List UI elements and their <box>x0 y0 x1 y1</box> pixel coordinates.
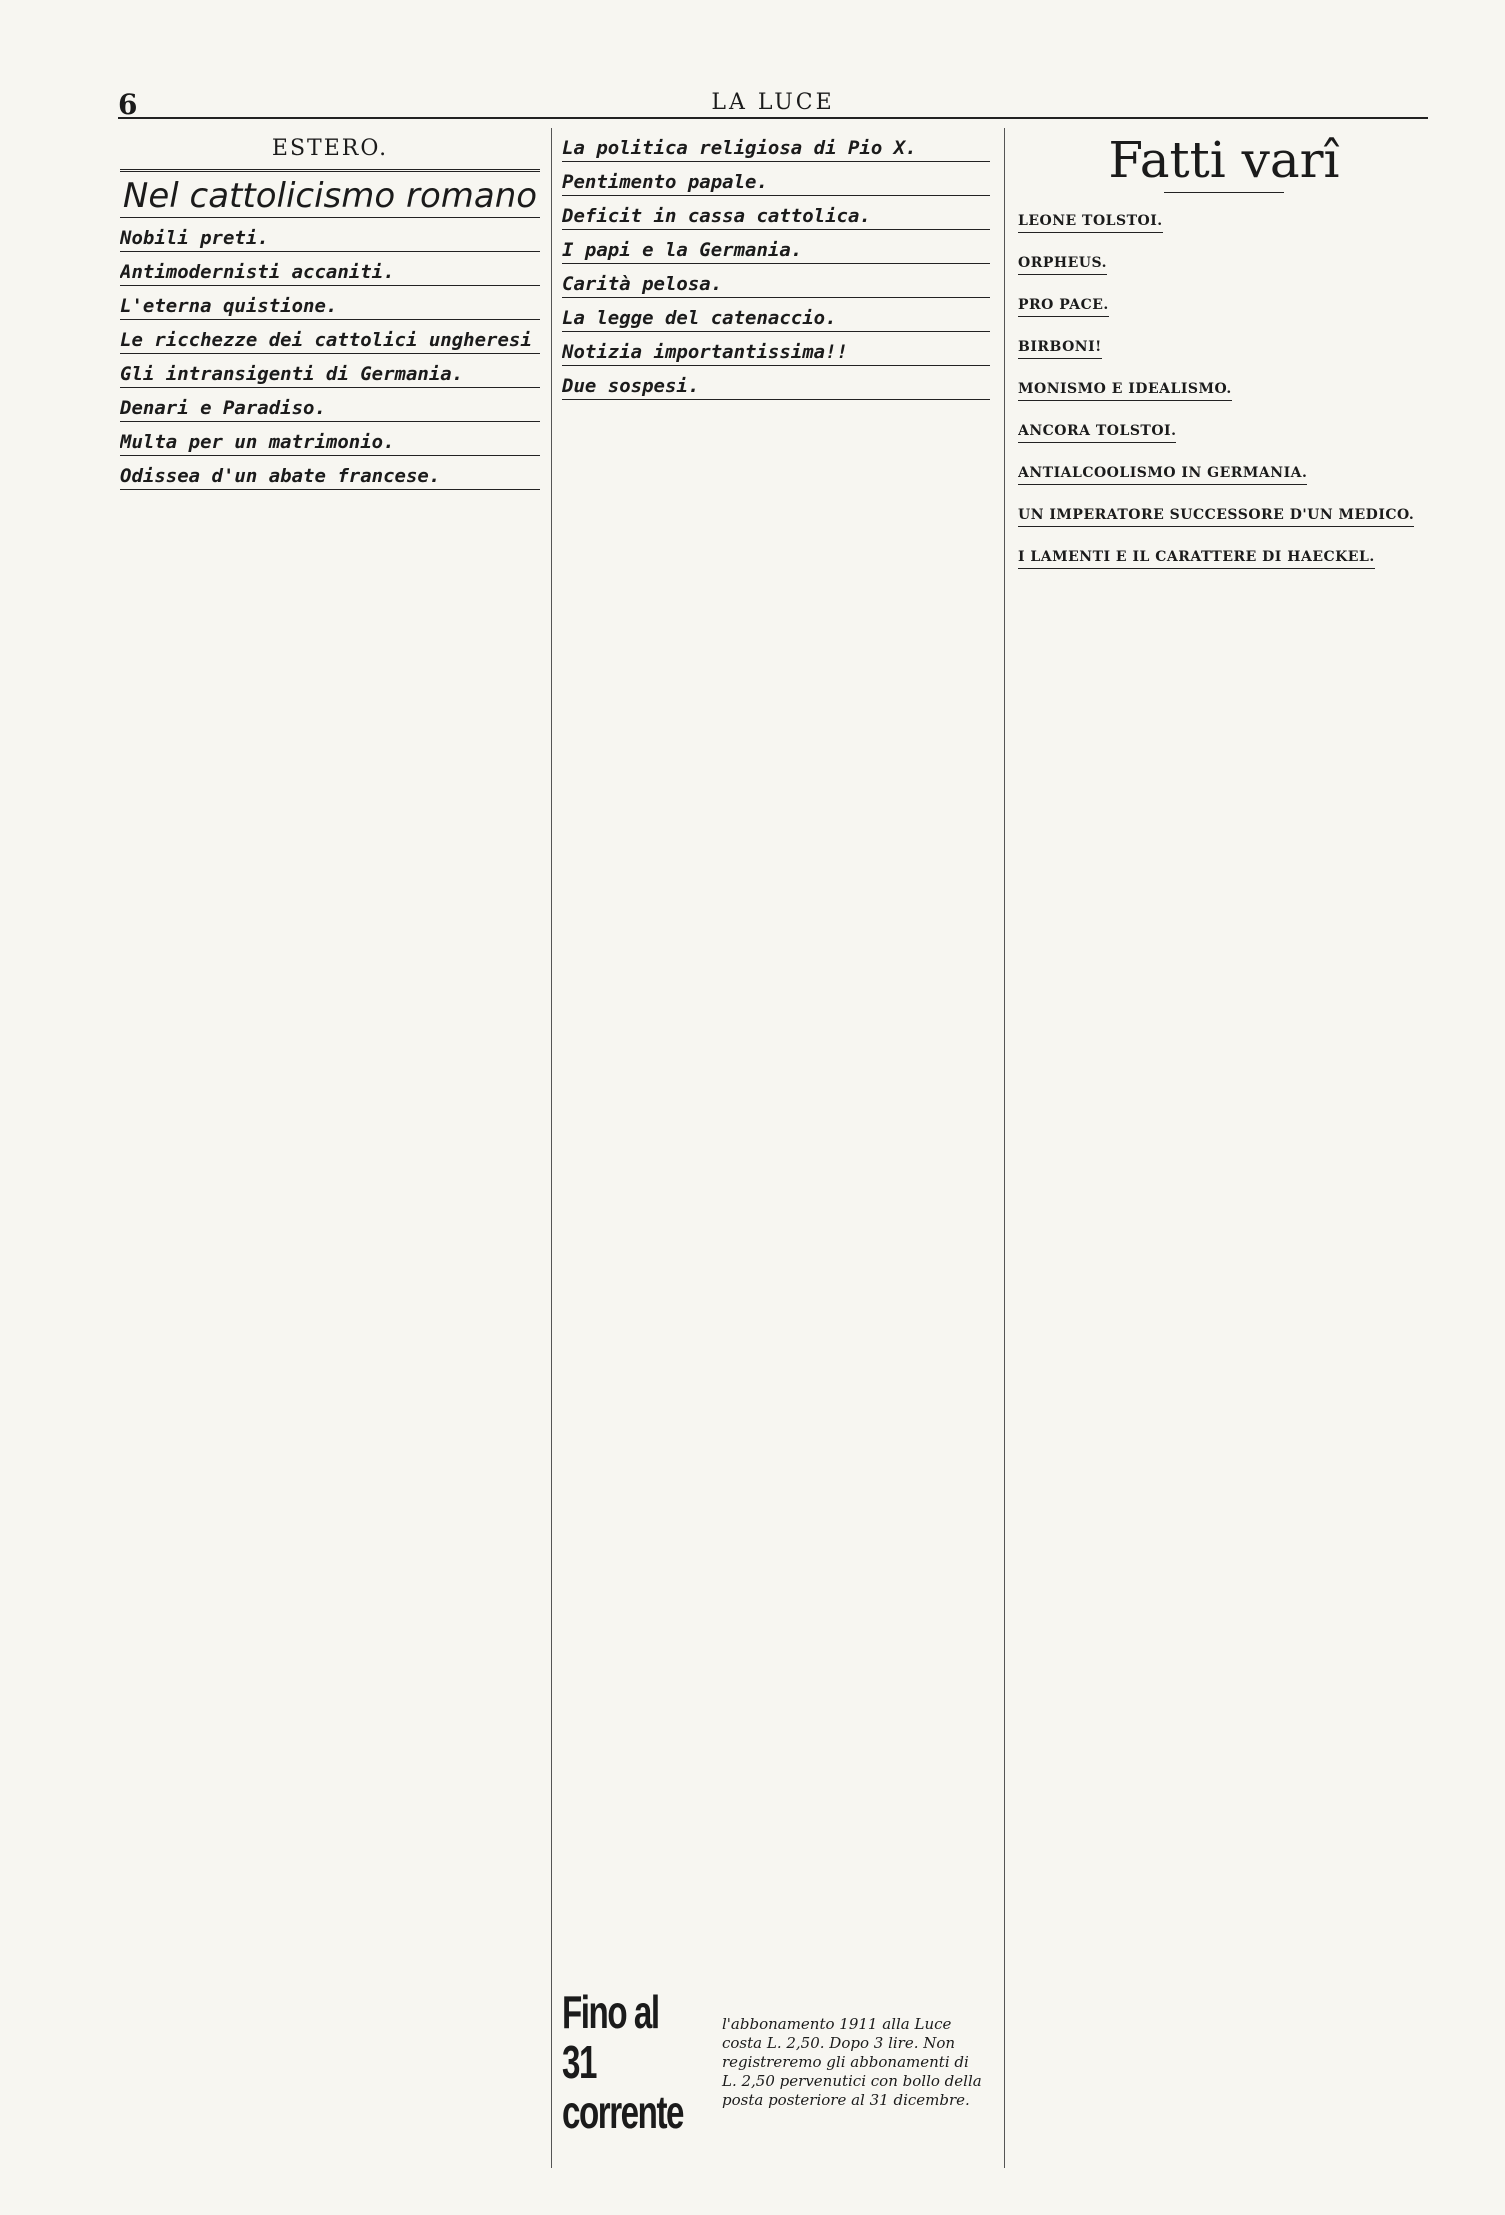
news-item <box>120 296 540 320</box>
estero-heading: ESTERO. <box>271 136 389 161</box>
news-item <box>120 262 540 286</box>
news-item <box>562 206 990 230</box>
news-item <box>1018 413 1430 447</box>
news-item <box>120 398 540 422</box>
item-title: Antimodernisti accaniti. <box>120 262 540 286</box>
news-item <box>562 274 990 298</box>
page-number: 6 <box>118 88 138 121</box>
news-item <box>1018 497 1430 531</box>
section-heading: Nel cattolicismo romano <box>120 169 540 218</box>
item-title: Nobili preti. <box>120 228 540 252</box>
news-item <box>120 330 540 354</box>
item-title: LEONE TOLSTOI. <box>1018 211 1163 233</box>
item-title: PRO PACE. <box>1018 295 1109 317</box>
item-title: Pentimento papale. <box>562 172 990 196</box>
item-title: Odissea d'un abate francese. <box>120 466 540 490</box>
news-item <box>1018 245 1430 279</box>
item-title: Notizia importantissima!! <box>562 342 990 366</box>
item-title: Carità pelosa. <box>562 274 990 298</box>
item-title: MONISMO E IDEALISMO. <box>1018 379 1232 401</box>
news-item <box>1018 539 1430 573</box>
news-item <box>1018 203 1430 237</box>
item-title: ORPHEUS. <box>1018 253 1107 275</box>
item-title: BIRBONI! <box>1018 337 1102 359</box>
column-divider <box>551 128 552 2168</box>
news-item <box>120 466 540 490</box>
item-title: ANTIALCOOLISMO IN GERMANIA. <box>1018 463 1307 485</box>
ad-text: l'abbonamento 1911 alla Luce costa L. 2,50. Dopo 3 lire. Non registreremo gli abbonamenti di L. 2,50 pervenutici con bollo della posta posteriore al 31 dicembre. <box>722 2014 982 2109</box>
item-title: Due sospesi. <box>562 376 990 400</box>
news-item <box>1018 371 1430 405</box>
column-3 <box>1018 128 1430 2168</box>
ad-headline: Fino al 31 corrente <box>562 1986 684 2138</box>
item-title: La legge del catenaccio. <box>562 308 990 332</box>
item-title: La politica religiosa di Pio X. <box>562 138 990 162</box>
news-item <box>120 364 540 388</box>
item-title: I papi e la Germania. <box>562 240 990 264</box>
news-item <box>562 308 990 332</box>
news-item <box>562 172 990 196</box>
news-item <box>562 376 990 400</box>
running-title: LA LUCE <box>711 90 835 115</box>
news-item <box>562 342 990 366</box>
item-title: Gli intransigenti di Germania. <box>120 364 540 388</box>
item-title: ANCORA TOLSTOI. <box>1018 421 1176 443</box>
news-item <box>1018 287 1430 321</box>
news-item <box>120 228 540 252</box>
news-item <box>1018 455 1430 489</box>
news-item <box>562 240 990 264</box>
item-title: Multa per un matrimonio. <box>120 432 540 456</box>
column-2 <box>562 128 990 2168</box>
title-rule <box>1164 192 1284 193</box>
news-item <box>120 432 540 456</box>
column-divider <box>1004 128 1005 2168</box>
header-rule <box>118 117 1428 119</box>
news-item <box>1018 329 1430 363</box>
item-title: Denari e Paradiso. <box>120 398 540 422</box>
fatti-vari-title: Fatti varî <box>1108 131 1340 189</box>
item-title: L'eterna quistione. <box>120 296 540 320</box>
subscription-ad <box>562 1986 990 2138</box>
item-title: Deficit in cassa cattolica. <box>562 206 990 230</box>
item-title: Le ricchezze dei cattolici ungheresi <box>120 330 540 354</box>
column-1 <box>120 128 540 2168</box>
item-title: UN IMPERATORE SUCCESSORE D'UN MEDICO. <box>1018 505 1414 527</box>
item-title: I LAMENTI E IL CARATTERE DI HAECKEL. <box>1018 547 1375 569</box>
news-item <box>562 138 990 162</box>
